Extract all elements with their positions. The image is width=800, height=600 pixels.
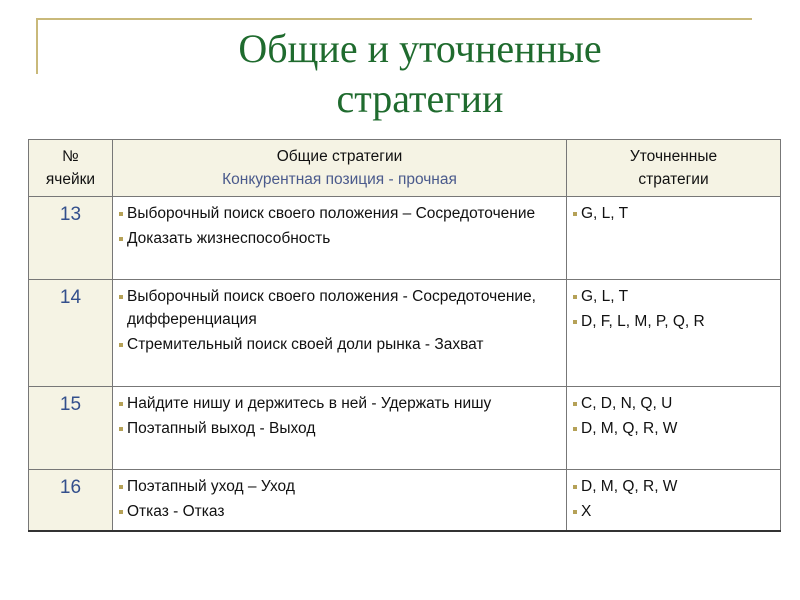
decorative-top-line xyxy=(36,18,752,20)
row-number: 14 xyxy=(59,287,82,308)
row-number: 15 xyxy=(59,394,82,415)
table-row xyxy=(29,387,781,470)
list-item xyxy=(573,202,774,225)
cell-general xyxy=(113,470,567,532)
general-strategy-text: Стремительный поиск своей доли рынка - Захват xyxy=(127,336,484,353)
general-strategy-text: Поэтапный выход - Выход xyxy=(127,420,316,437)
header-cell-general xyxy=(113,140,567,197)
bullet-icon xyxy=(119,343,123,347)
list-item xyxy=(573,392,774,415)
refined-strategy-text: D, F, L, M, P, Q, R xyxy=(581,313,705,330)
cell-number xyxy=(29,280,113,387)
row-number: 16 xyxy=(59,477,82,498)
bullet-icon xyxy=(119,485,123,489)
bullet-icon xyxy=(119,212,123,216)
list-item xyxy=(573,310,774,333)
general-strategy-text: Поэтапный уход – Уход xyxy=(127,478,295,495)
general-strategy-text: Найдите нишу и держитесь в ней - Удержать нишу xyxy=(127,395,492,412)
general-strategy-text: Доказать жизнеспособность xyxy=(127,230,331,247)
list-item xyxy=(573,285,774,308)
title-line-2: стратегии xyxy=(336,76,504,121)
table-row xyxy=(29,197,781,280)
refined-strategy-text: D, M, Q, R, W xyxy=(581,478,678,495)
list-item xyxy=(119,475,560,498)
header-number-label: ячейки xyxy=(45,171,96,188)
header-general-subtitle: Конкурентная позиция - прочная xyxy=(222,171,457,188)
refined-strategy-text: D, M, Q, R, W xyxy=(581,420,678,437)
list-item xyxy=(573,475,774,498)
list-item xyxy=(119,392,560,415)
slide-title xyxy=(140,24,700,124)
refined-strategy-text: X xyxy=(581,503,592,520)
decorative-left-line xyxy=(36,18,38,74)
bullet-icon xyxy=(119,402,123,406)
cell-refined xyxy=(567,280,781,387)
bullet-icon xyxy=(573,510,577,514)
table-header-row xyxy=(29,140,781,197)
refined-strategy-text: C, D, N, Q, U xyxy=(581,395,673,412)
bullet-icon xyxy=(573,485,577,489)
list-item xyxy=(119,285,560,331)
header-refined-line-1: Уточненные xyxy=(629,148,718,165)
cell-general xyxy=(113,280,567,387)
row-number: 13 xyxy=(59,204,82,225)
cell-refined xyxy=(567,387,781,470)
header-general-label: Общие стратегии xyxy=(276,148,403,165)
bullet-icon xyxy=(119,510,123,514)
cell-number xyxy=(29,470,113,532)
bullet-icon xyxy=(573,427,577,431)
bullet-icon xyxy=(573,212,577,216)
header-number-sign: № xyxy=(62,148,79,165)
general-strategy-text: Выборочный поиск своего положения – Сосредоточение xyxy=(127,205,536,222)
list-item xyxy=(119,227,560,250)
general-strategy-text: Выборочный поиск своего положения - Сосредоточение, дифференциация xyxy=(127,288,536,328)
refined-strategy-text: G, L, T xyxy=(581,288,629,305)
cell-refined xyxy=(567,470,781,532)
list-item xyxy=(573,417,774,440)
table-row xyxy=(29,470,781,532)
cell-general xyxy=(113,387,567,470)
table-row xyxy=(29,280,781,387)
bullet-icon xyxy=(573,295,577,299)
cell-refined xyxy=(567,197,781,280)
cell-number xyxy=(29,387,113,470)
title-line-1: Общие и уточненные xyxy=(238,26,602,71)
bullet-icon xyxy=(119,237,123,241)
general-strategy-text: Отказ - Отказ xyxy=(127,503,225,520)
header-refined-line-2: стратегии xyxy=(638,171,709,188)
list-item xyxy=(119,333,560,356)
cell-general xyxy=(113,197,567,280)
bullet-icon xyxy=(573,402,577,406)
bullet-icon xyxy=(119,427,123,431)
cell-number xyxy=(29,197,113,280)
list-item xyxy=(573,500,774,523)
list-item xyxy=(119,500,560,523)
header-cell-number xyxy=(29,140,113,197)
refined-strategy-text: G, L, T xyxy=(581,205,629,222)
list-item xyxy=(119,417,560,440)
strategies-table xyxy=(28,139,781,532)
bullet-icon xyxy=(573,320,577,324)
bullet-icon xyxy=(119,295,123,299)
list-item xyxy=(119,202,560,225)
header-cell-refined xyxy=(567,140,781,197)
